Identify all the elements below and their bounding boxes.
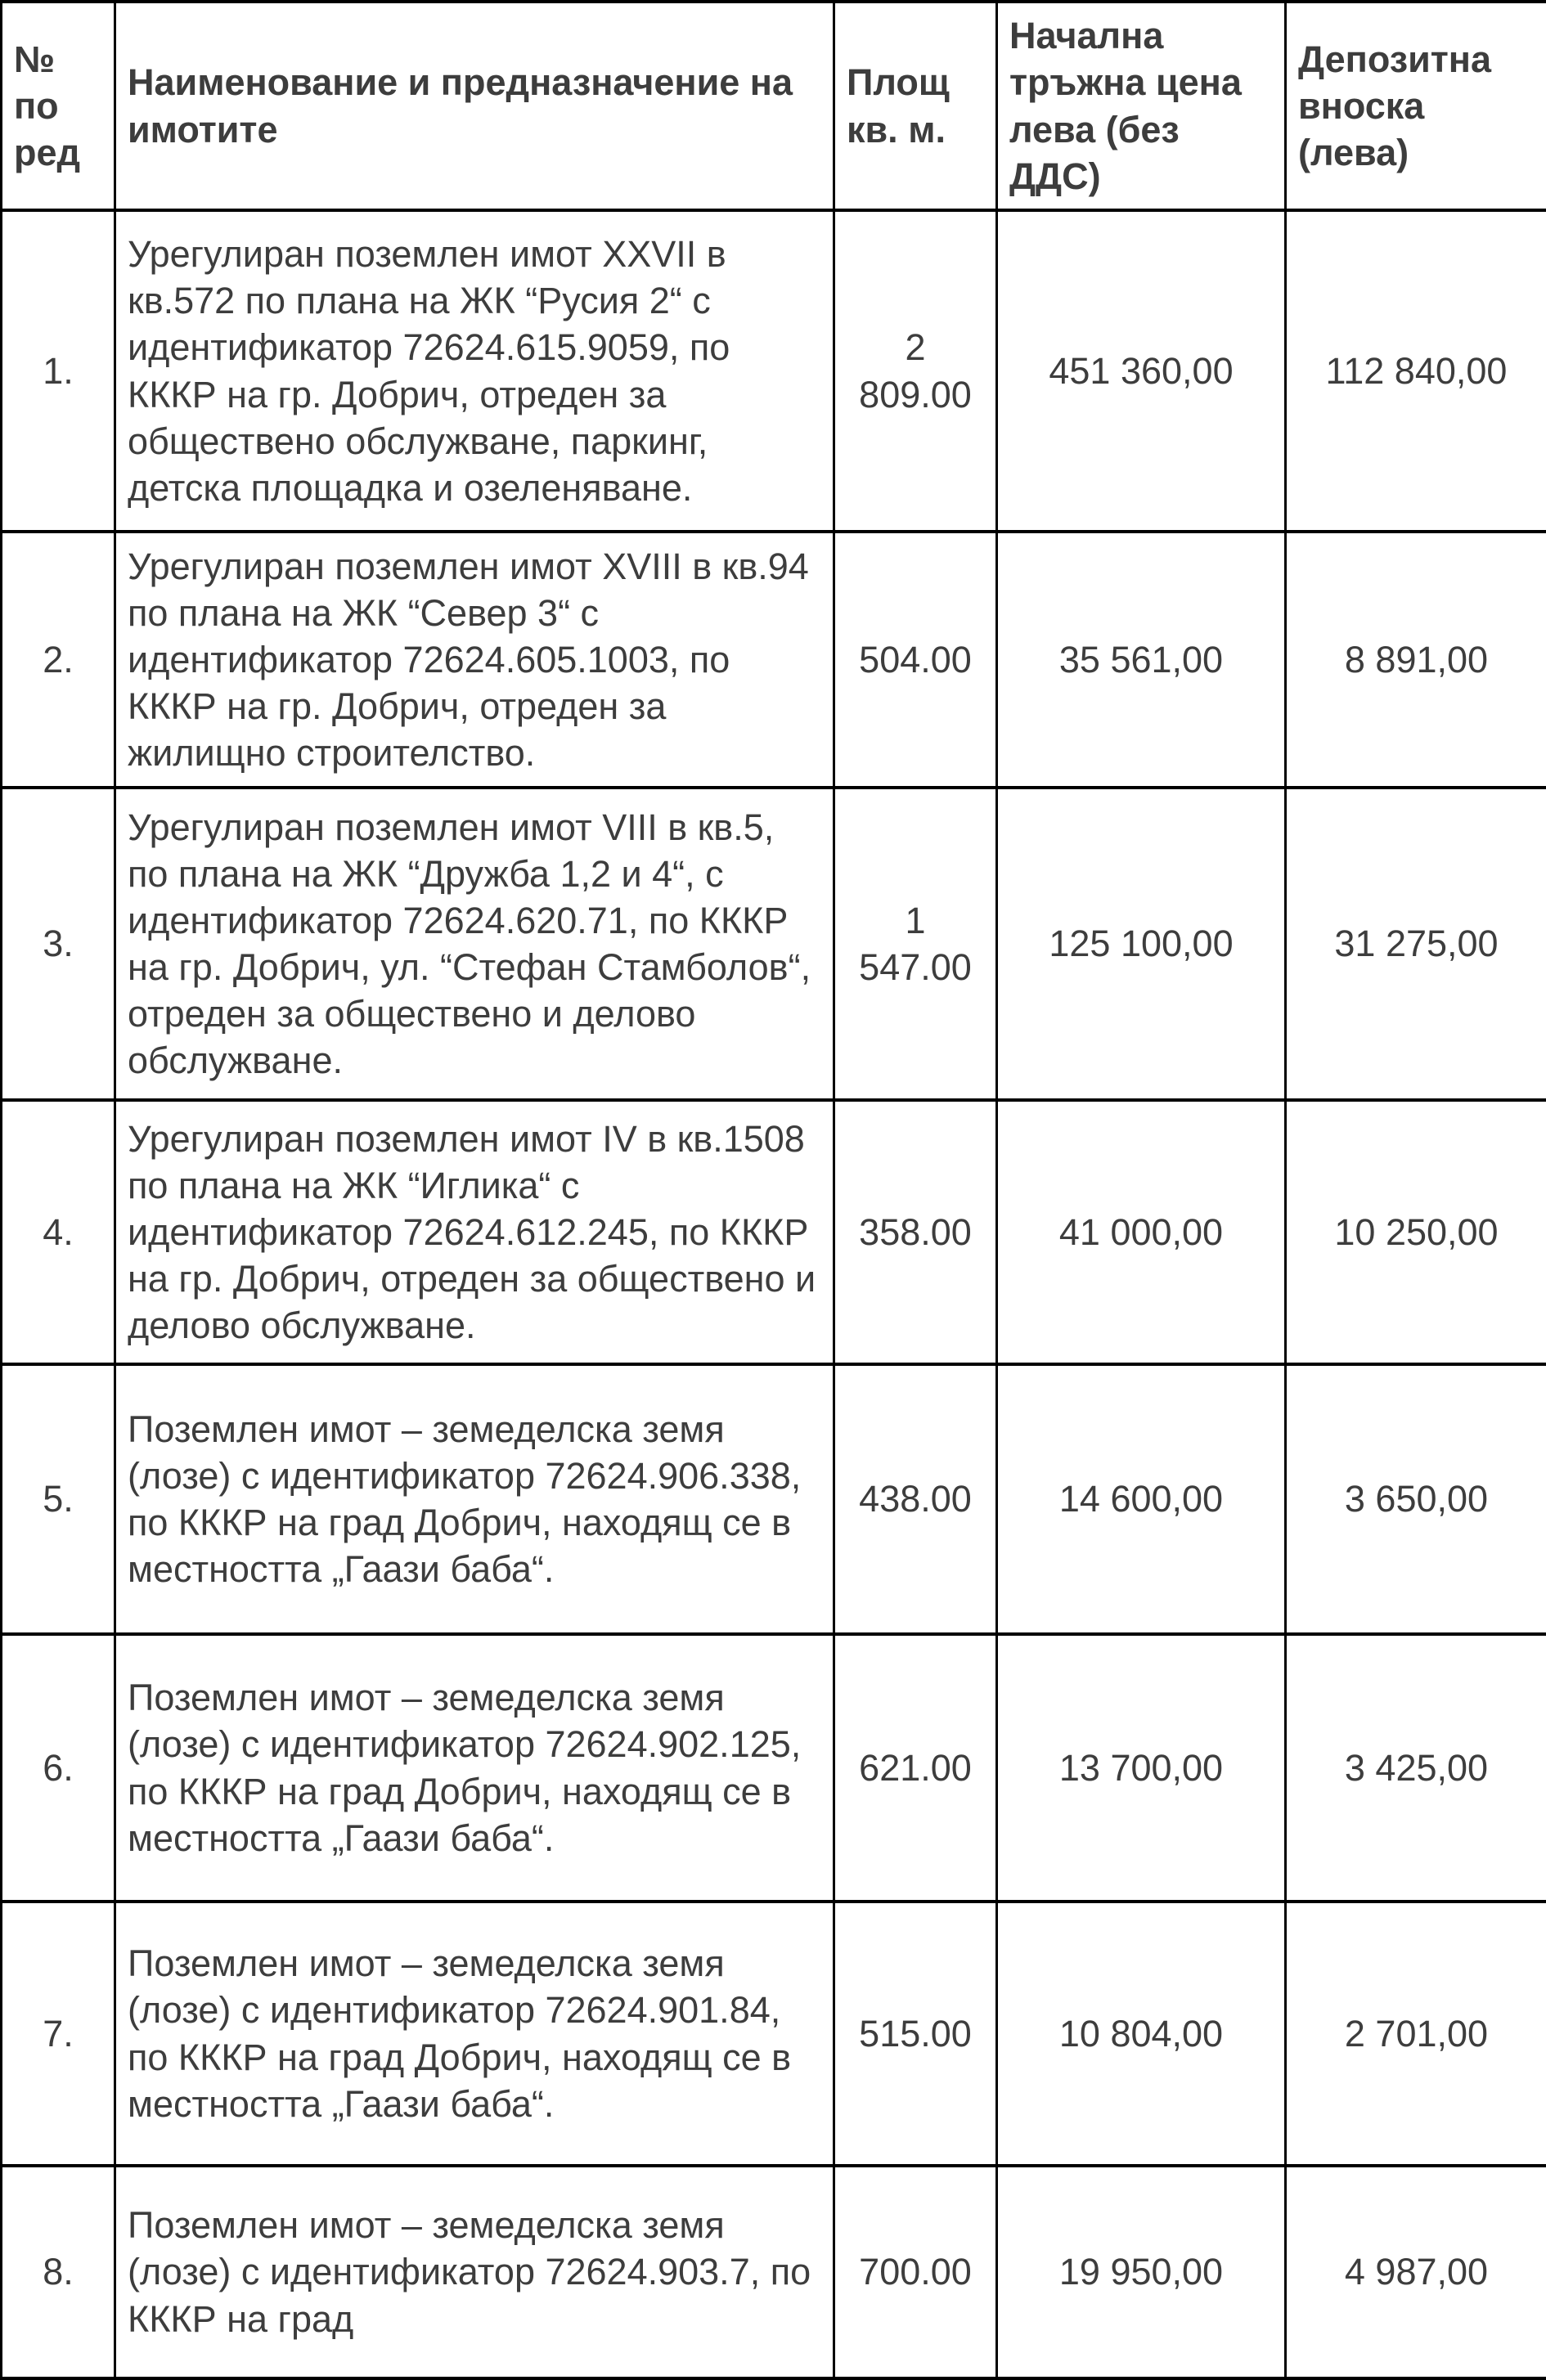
table-row bbox=[2, 1364, 1546, 1634]
deposit-cell: 3 425,00 bbox=[1286, 1634, 1546, 1902]
area-cell: 504.00 bbox=[834, 532, 997, 788]
deposit-cell: 4 987,00 bbox=[1286, 2166, 1546, 2378]
deposit-cell: 112 840,00 bbox=[1286, 210, 1546, 532]
start-price-cell: 14 600,00 bbox=[997, 1364, 1286, 1634]
area-cell: 1 547.00 bbox=[834, 788, 997, 1100]
row-number-cell: 3. bbox=[2, 788, 115, 1100]
description-cell: Поземлен имот – земеделска земя (лозе) с идентификатор 72624.906.338, по КККР на град Добрич, находящ се в местността „Гаази баба“. bbox=[115, 1364, 834, 1634]
deposit-cell: 3 650,00 bbox=[1286, 1364, 1546, 1634]
deposit-cell: 8 891,00 bbox=[1286, 532, 1546, 788]
start-price-cell: 10 804,00 bbox=[997, 1902, 1286, 2166]
description-cell: Поземлен имот – земеделска земя (лозе) с идентификатор 72624.902.125, по КККР на град Добрич, находящ се в местността „Гаази баба“. bbox=[115, 1634, 834, 1902]
area-cell: 700.00 bbox=[834, 2166, 997, 2378]
column-header-area: Площ кв. м. bbox=[834, 2, 997, 210]
start-price-cell: 35 561,00 bbox=[997, 532, 1286, 788]
table-row bbox=[2, 1634, 1546, 1902]
row-number-cell: 6. bbox=[2, 1634, 115, 1902]
table-header-row bbox=[2, 2, 1546, 210]
deposit-cell: 10 250,00 bbox=[1286, 1100, 1546, 1364]
column-header-number: № по ред bbox=[2, 2, 115, 210]
table-row bbox=[2, 788, 1546, 1100]
description-cell: Поземлен имот – земеделска земя (лозе) с идентификатор 72624.903.7, по КККР на град bbox=[115, 2166, 834, 2378]
deposit-cell: 2 701,00 bbox=[1286, 1902, 1546, 2166]
deposit-cell: 31 275,00 bbox=[1286, 788, 1546, 1100]
row-number-cell: 1. bbox=[2, 210, 115, 532]
start-price-cell: 19 950,00 bbox=[997, 2166, 1286, 2378]
row-number-cell: 2. bbox=[2, 532, 115, 788]
table-row bbox=[2, 1902, 1546, 2166]
table-row bbox=[2, 1100, 1546, 1364]
area-cell: 438.00 bbox=[834, 1364, 997, 1634]
area-cell: 2 809.00 bbox=[834, 210, 997, 532]
start-price-cell: 451 360,00 bbox=[997, 210, 1286, 532]
area-cell: 515.00 bbox=[834, 1902, 997, 2166]
start-price-cell: 13 700,00 bbox=[997, 1634, 1286, 1902]
description-cell: Урегулиран поземлен имот VIII в кв.5, по плана на ЖК “Дружба 1,2 и 4“, с идентификатор 72624.620.71, по КККР на гр. Добрич, ул. “Стефан Стамболов“, отреден за обществено и делово обслужване. bbox=[115, 788, 834, 1100]
description-cell: Поземлен имот – земеделска земя (лозе) с идентификатор 72624.901.84, по КККР на град Добрич, находящ се в местността „Гаази баба“. bbox=[115, 1902, 834, 2166]
table-row bbox=[2, 210, 1546, 532]
column-header-description: Наименование и предназначение на имотите bbox=[115, 2, 834, 210]
column-header-start-price: Начална тръжна цена лева (без ДДС) bbox=[997, 2, 1286, 210]
start-price-cell: 125 100,00 bbox=[997, 788, 1286, 1100]
description-cell: Урегулиран поземлен имот XVIII в кв.94 по плана на ЖК “Север 3“ с идентификатор 72624.605.1003, по КККР на гр. Добрич, отреден за жилищно строителство. bbox=[115, 532, 834, 788]
area-cell: 621.00 bbox=[834, 1634, 997, 1902]
column-header-deposit: Депозитна вноска (лева) bbox=[1286, 2, 1546, 210]
description-cell: Урегулиран поземлен имот IV в кв.1508 по плана на ЖК “Иглика“ с идентификатор 72624.612.245, по КККР на гр. Добрич, отреден за обществено и делово обслужване. bbox=[115, 1100, 834, 1364]
row-number-cell: 8. bbox=[2, 2166, 115, 2378]
table-row bbox=[2, 2166, 1546, 2378]
row-number-cell: 5. bbox=[2, 1364, 115, 1634]
table-row bbox=[2, 532, 1546, 788]
row-number-cell: 7. bbox=[2, 1902, 115, 2166]
description-cell: Урегулиран поземлен имот XXVII в кв.572 по плана на ЖК “Русия 2“ с идентификатор 72624.615.9059, по КККР на гр. Добрич, отреден за обществено обслужване, паркинг, детска площадка и озеленяване. bbox=[115, 210, 834, 532]
start-price-cell: 41 000,00 bbox=[997, 1100, 1286, 1364]
area-cell: 358.00 bbox=[834, 1100, 997, 1364]
row-number-cell: 4. bbox=[2, 1100, 115, 1364]
